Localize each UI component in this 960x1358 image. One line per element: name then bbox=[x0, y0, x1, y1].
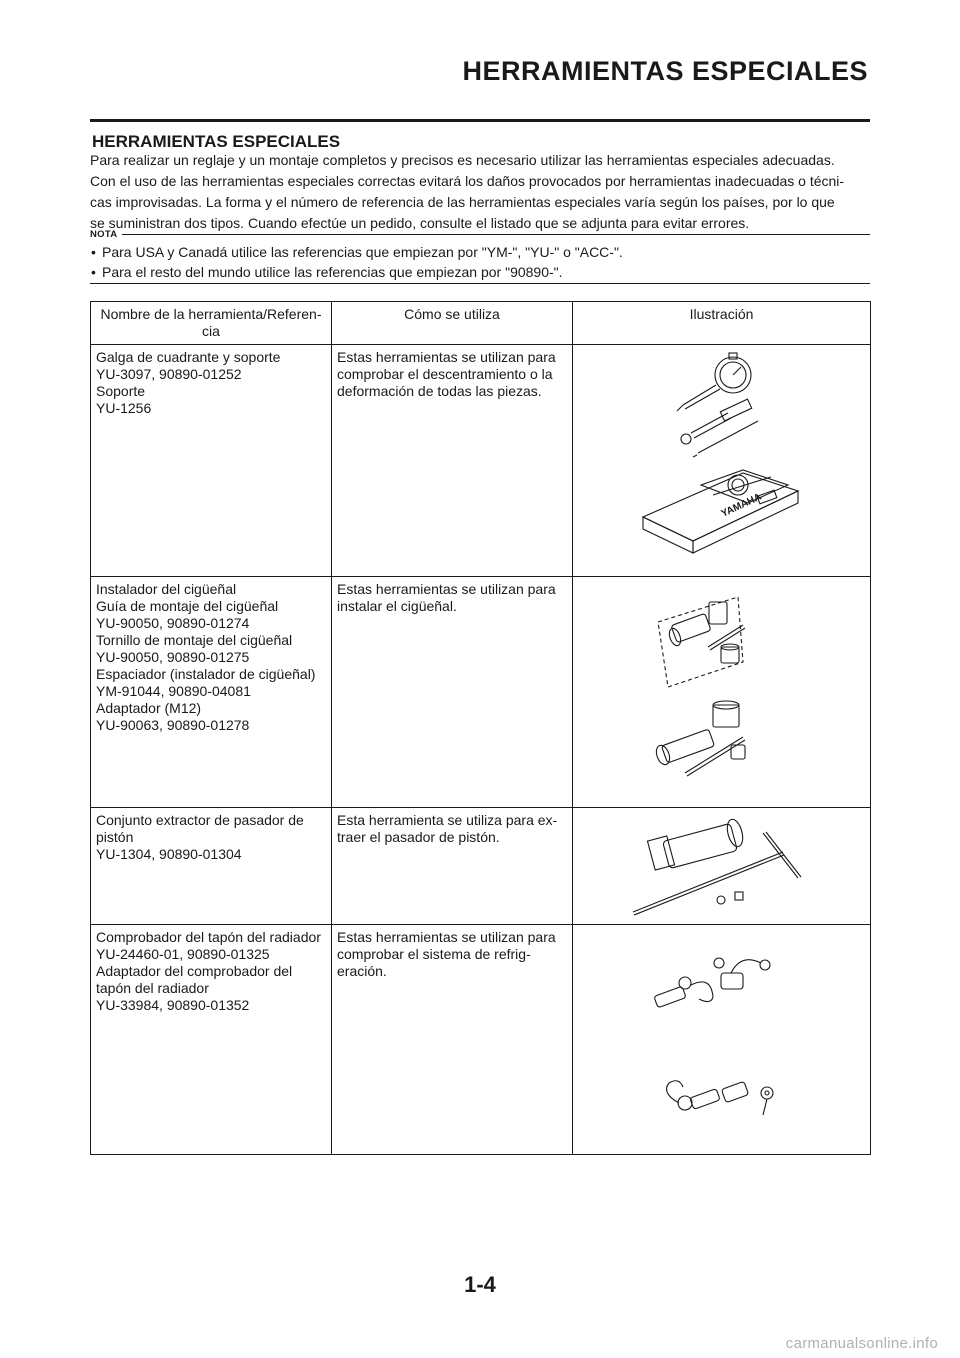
special-tools-table bbox=[90, 301, 871, 1155]
table-header-row bbox=[91, 302, 871, 345]
nota-item: • Para USA y Canadá utilice las referencias que empiezan por "YM-", "YU-" o "ACC-". bbox=[90, 242, 870, 262]
tool-usage-cell: Estas herramientas se utilizan para comprobar el descentramiento o la deformación de todas las piezas. bbox=[332, 345, 573, 577]
header-illustration: Ilustración bbox=[573, 302, 871, 345]
header-usage: Cómo se utiliza bbox=[332, 302, 573, 345]
tool-illustration-cell bbox=[573, 925, 871, 1155]
tool-name-cell: Conjunto extractor de pasador de pistón YU-1304, 90890-01304 bbox=[91, 808, 332, 925]
table-row bbox=[91, 808, 871, 925]
case-brand-label: YAMAHA bbox=[719, 491, 764, 520]
tool-illustration-cell bbox=[573, 808, 871, 925]
intro-line: Con el uso de las herramientas especiales correctas evitará los daños provocados por herramientas inadecuadas o técni- bbox=[90, 173, 845, 189]
nota-box bbox=[90, 227, 870, 282]
table-row bbox=[91, 345, 871, 577]
nota-list bbox=[90, 242, 870, 282]
intro-line: se suministran dos tipos. Cuando efectúe un pedido, consulte el listado que se adjunta para evitar errores. bbox=[90, 215, 750, 231]
nota-item: • Para el resto del mundo utilice las referencias que empiezan por "90890-". bbox=[90, 262, 870, 282]
section-title: HERRAMIENTAS ESPECIALES bbox=[92, 132, 341, 151]
nota-end-rule bbox=[90, 283, 870, 284]
page-number: 1-4 bbox=[464, 1272, 496, 1297]
intro-line: cas improvisadas. La forma y el número de referencia de las herramientas especiales varía según los países, por lo que bbox=[90, 194, 835, 210]
header-tool-name: Nombre de la herramienta/Referen- cia bbox=[91, 302, 332, 345]
tool-usage-cell: Estas herramientas se utilizan para instalar el cigüeñal. bbox=[332, 577, 573, 808]
piston-pin-puller-illustration bbox=[573, 808, 870, 923]
nota-label: NOTA bbox=[90, 228, 118, 240]
tool-name-cell: Comprobador del tapón del radiador YU-24460-01, 90890-01325 Adaptador del comprobador del tapón del radiador YU-33984, 90890-01352 bbox=[91, 925, 332, 1155]
page-header-title: HERRAMIENTAS ESPECIALES bbox=[462, 56, 868, 86]
tool-name-cell: Galga de cuadrante y soporte YU-3097, 90890-01252 Soporte YU-1256 bbox=[91, 345, 332, 577]
watermark: carmanualsonline.info bbox=[785, 1335, 938, 1352]
tool-name-cell: Instalador del cigüeñal Guía de montaje del cigüeñal YU-90050, 90890-01274 Tornillo de montaje del cigüeñal YU-90050, 90890-01275 Espaciador (instalador de cigüeñal) YM-91044, 90890-04081 Adaptador (M12) YU-90063, 90890-01278 bbox=[91, 577, 332, 808]
intro-line: Para realizar un reglaje y un montaje completos y precisos es necesario utilizar las herramientas especiales adecuadas. bbox=[90, 152, 835, 168]
tool-illustration-cell bbox=[573, 577, 871, 808]
crankshaft-installer-illustration bbox=[573, 577, 870, 806]
tool-illustration-cell bbox=[573, 345, 871, 577]
header-rule bbox=[90, 119, 870, 122]
dial-gauge-illustration bbox=[573, 345, 870, 575]
table-row bbox=[91, 577, 871, 808]
nota-rule bbox=[122, 234, 870, 235]
radiator-cap-tester-illustration bbox=[573, 925, 870, 1153]
tool-usage-cell: Esta herramienta se utiliza para ex- traer el pasador de pistón. bbox=[332, 808, 573, 925]
tool-usage-cell: Estas herramientas se utilizan para comprobar el sistema de refrig- eración. bbox=[332, 925, 573, 1155]
intro-paragraph bbox=[90, 150, 875, 234]
table-row bbox=[91, 925, 871, 1155]
